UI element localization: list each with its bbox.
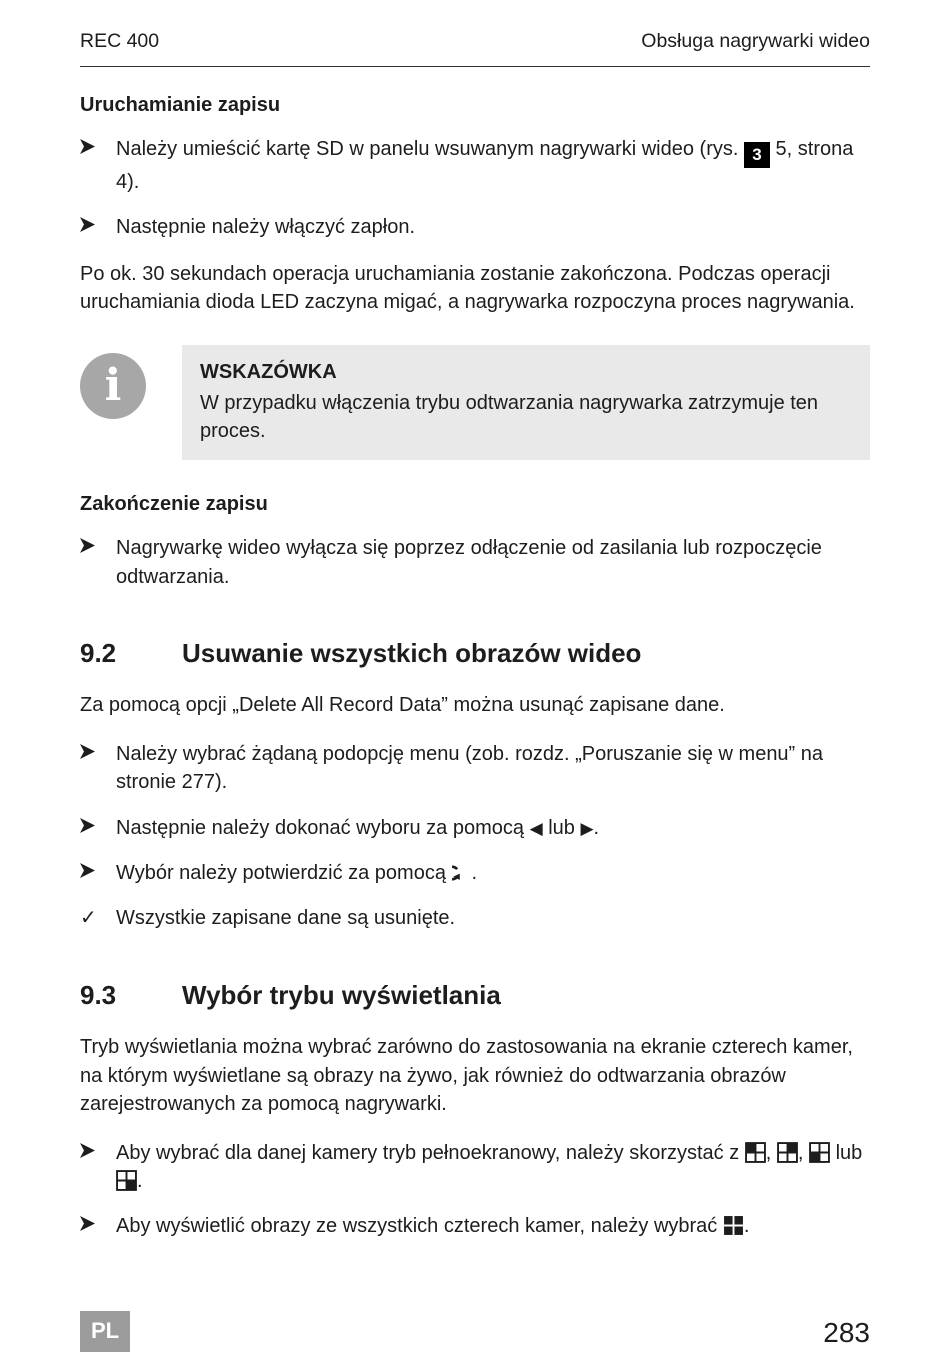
result-item (80, 904, 870, 932)
bullet-text: Następnie należy włączyć zapłon. (116, 216, 416, 239)
bullet-text-part: . (593, 816, 600, 839)
grid-bottom-right-icon (116, 1170, 137, 1191)
info-icon: i (80, 353, 146, 419)
bullet-text (116, 1212, 870, 1240)
header-chapter-title: Obsługa nagrywarki wideo (641, 30, 870, 52)
bullet-text (116, 814, 870, 842)
bullet-text-part: Aby wyświetlić obrazy ze wszystkich czterech kamer, należy wybrać (116, 1215, 723, 1238)
check-icon: ✓ (80, 907, 97, 930)
bullet-text-part: Następnie należy dokonać wyboru za pomocą (116, 816, 530, 839)
bullet-text-part: Wybór należy potwierdzić za pomocą (116, 862, 452, 885)
bullet-arrow-icon (80, 859, 116, 887)
bullet-text-part: , (797, 1141, 810, 1164)
bullet-text (116, 859, 870, 887)
note-body: W przypadku włączenia trybu odtwarzania nagrywarka zatrzymuje ten proces. (200, 392, 819, 443)
grid-top-right-icon (777, 1142, 798, 1163)
result-text: Wszystkie zapisane dane są usunięte. (116, 907, 456, 930)
grid-quad-icon (723, 1215, 744, 1236)
subsection-heading-stop-recording: Zakończenie zapisu (80, 492, 268, 515)
section-number: 9.2 (80, 637, 117, 668)
bullet-text-part: , (765, 1141, 777, 1164)
paragraph: Za pomocą opcji „Delete All Record Data” można usunąć zapisane dane. (80, 694, 725, 717)
page-header (80, 0, 870, 67)
bullet-item (80, 213, 870, 241)
bullet-item (80, 814, 870, 842)
bullet-text: Należy wybrać żądaną podopcję menu (zob. rozdz. „Poruszanie się w menu” na stronie 277). (116, 742, 824, 794)
subsection-heading-start-recording: Uruchamianie zapisu (80, 93, 281, 116)
bullet-arrow-icon (80, 135, 116, 196)
bullet-text-part: lub (542, 816, 581, 839)
bullet-item (80, 859, 870, 887)
bullet-text: Nagrywarkę wideo wyłącza się poprzez odłączenie od zasilania lub rozpoczęcie odtwarzania. (116, 537, 822, 588)
bullet-text (116, 135, 870, 196)
note-box (182, 345, 870, 460)
bullet-arrow-icon (80, 213, 116, 241)
bullet-arrow-icon (80, 1212, 116, 1240)
note-title: WSKAZÓWKA (200, 360, 337, 383)
grid-bottom-left-icon (809, 1142, 830, 1163)
right-triangle-icon: ▶ (580, 818, 594, 838)
bullet-item (80, 1212, 870, 1240)
header-device-name: REC 400 (80, 30, 160, 52)
bullet-item (80, 135, 870, 196)
section-title: Wybór trybu wyświetlania (182, 979, 501, 1010)
section-heading-9-2 (80, 637, 870, 670)
section-title: Usuwanie wszystkich obrazów wideo (182, 637, 642, 668)
figure-ref-badge: 3 (744, 142, 770, 168)
note-block (80, 345, 870, 460)
bullet-text-part: 5, strona 4). (116, 138, 854, 194)
page-number: 283 (823, 1317, 870, 1349)
bullet-arrow-icon (80, 740, 116, 797)
bullet-text-part: . (743, 1215, 750, 1238)
bullet-item (80, 740, 870, 797)
bullet-text-part: Aby wybrać dla danej kamery tryb pełnoekranowy, należy skorzystać z (116, 1141, 745, 1164)
section-heading-9-3 (80, 979, 870, 1012)
bullet-text-part: . (471, 862, 478, 885)
bullet-text (116, 1139, 870, 1196)
paragraph: Tryb wyświetlania można wybrać zarówno do zastosowania na ekranie czterech kamer, na którym wyświetlane są obrazy na żywo, jak również do odtwarzania obrazów zarejestrowanych za pomocą nagrywarki. (80, 1036, 853, 1116)
left-triangle-icon: ◀ (529, 818, 543, 838)
bullet-arrow-icon (80, 1139, 116, 1196)
grid-top-left-icon (745, 1142, 766, 1163)
bullet-text-part: . (137, 1169, 143, 1192)
bullet-item (80, 1139, 870, 1196)
bullet-arrow-icon (80, 534, 116, 591)
bullet-item (80, 534, 870, 591)
paragraph: Po ok. 30 sekundach operacja uruchamiania zostanie zakończona. Podczas operacji uruchamiania dioda LED zaczyna migać, a nagrywarka rozpoczyna proces nagrywania. (80, 262, 855, 314)
return-arrow-icon (452, 863, 472, 883)
bullet-text-part: Należy umieścić kartę SD w panelu wsuwanym nagrywarki wideo (rys. (116, 138, 744, 161)
bullet-text-part: lub (830, 1141, 863, 1164)
section-number: 9.3 (80, 979, 117, 1010)
language-badge: PL (80, 1311, 130, 1352)
bullet-arrow-icon (80, 814, 116, 842)
